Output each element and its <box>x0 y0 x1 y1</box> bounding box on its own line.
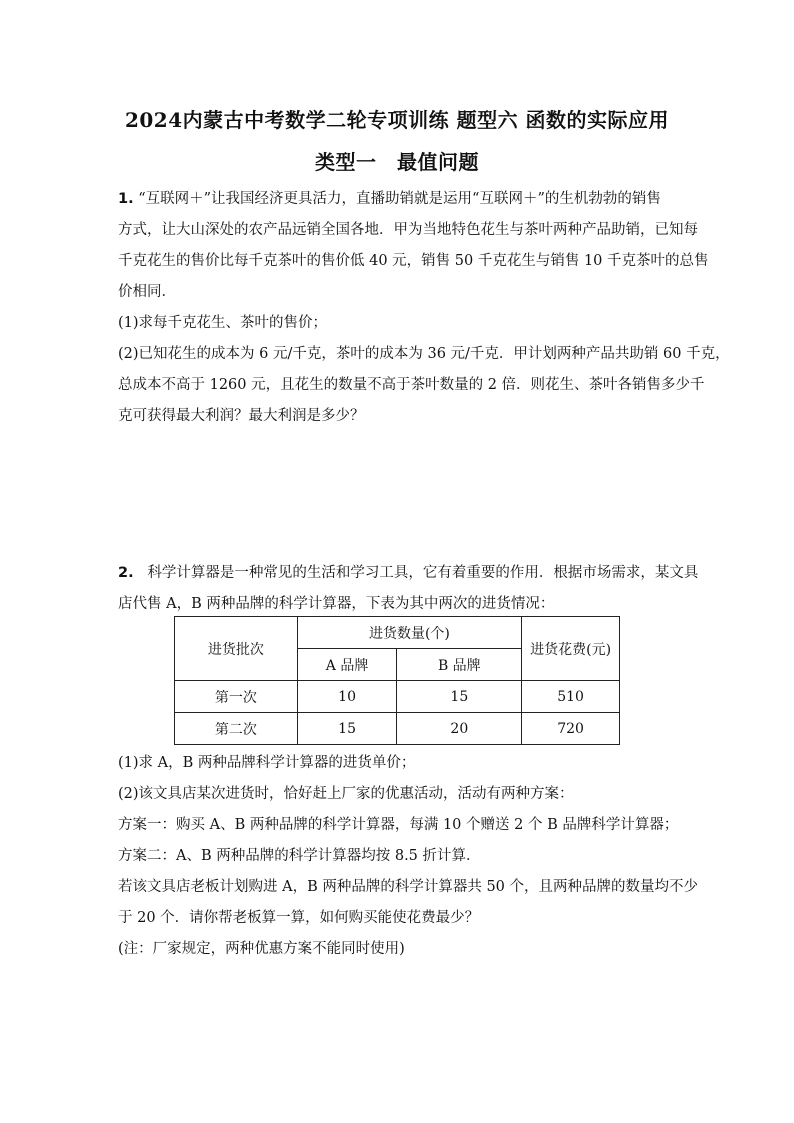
purchase-table <box>174 616 620 745</box>
cell-batch: 第二次 <box>175 713 298 745</box>
q1-line-6: 总成本不高于 1260 元，且花生的数量不高于茶叶数量的 2 倍．则花生、茶叶各销售多少千 <box>118 377 705 393</box>
q2-plan-2: 方案二：A、B 两种品牌的科学计算器均按 8.5 折计算． <box>118 848 481 864</box>
q2-part-1: (1)求 A，B 两种品牌科学计算器的进货单价； <box>118 755 416 771</box>
cell-cost: 720 <box>522 713 620 745</box>
q2-line-1: 店代售 A，B 两种品牌的科学计算器，下表为其中两次的进货情况： <box>118 596 555 612</box>
header-brand-a: A 品牌 <box>297 649 397 681</box>
q1-text: “互联网＋”让我国经济更具活力，直播助销就是运用“互联网＋”的生机勃勃的销售 <box>138 191 661 207</box>
q1-line-7: 克可获得最大利润？最大利润是多少？ <box>118 408 365 424</box>
q2-line-question: 于 20 个．请你帮老板算一算，如何购买能使花费最少？ <box>118 910 480 926</box>
cell-batch: 第一次 <box>175 681 298 713</box>
q2-note: (注：厂家规定，两种优惠方案不能同时使用) <box>118 941 405 957</box>
q2-plan-1: 方案一：购买 A、B 两种品牌的科学计算器，每满 10 个赠送 2 个 B 品牌科学计算器； <box>118 817 679 833</box>
cell-cost: 510 <box>522 681 620 713</box>
table-row <box>175 681 620 713</box>
q1-line-0 <box>118 187 661 208</box>
cell-b: 15 <box>397 681 522 713</box>
q2-part-2: (2)该文具店某次进货时，恰好赶上厂家的优惠活动，活动有两种方案： <box>118 786 574 802</box>
cell-a: 10 <box>297 681 397 713</box>
table-row <box>175 713 620 745</box>
q1-line-1: 方式，让大山深处的农产品远销全国各地．甲为当地特色花生与茶叶两种产品助销，已知每 <box>118 222 698 238</box>
cell-b: 20 <box>397 713 522 745</box>
q2-text: 科学计算器是一种常见的生活和学习工具，它有着重要的作用．根据市场需求，某文具 <box>147 565 699 581</box>
q1-part-2: (2)已知花生的成本为 6 元/千克，茶叶的成本为 36 元/千克．甲计划两种产品共助销 60 千克， <box>118 346 730 362</box>
q2-line-0 <box>118 561 698 582</box>
q1-line-3: 价相同． <box>118 284 176 300</box>
header-brand-b: B 品牌 <box>397 649 522 681</box>
header-batch: 进货批次 <box>175 617 298 681</box>
q1-part-1: (1)求每千克花生、茶叶的售价； <box>118 315 328 331</box>
q1-number: 1. <box>118 191 134 207</box>
header-cost: 进货花费(元) <box>522 617 620 681</box>
header-quantity: 进货数量(个) <box>297 617 521 649</box>
section-subtitle: 类型一 最值问题 <box>315 150 479 174</box>
page-title: 2024内蒙古中考数学二轮专项训练 题型六 函数的实际应用 <box>124 108 670 132</box>
q1-line-2: 千克花生的售价比每千克茶叶的售价低 40 元，销售 50 千克花生与销售 10 千克茶叶的总售 <box>118 253 709 269</box>
cell-a: 15 <box>297 713 397 745</box>
q2-line-plan: 若该文具店老板计划购进 A，B 两种品牌的科学计算器共 50 个，且两种品牌的数量均不少 <box>118 879 699 895</box>
q2-number: 2. <box>118 565 134 581</box>
